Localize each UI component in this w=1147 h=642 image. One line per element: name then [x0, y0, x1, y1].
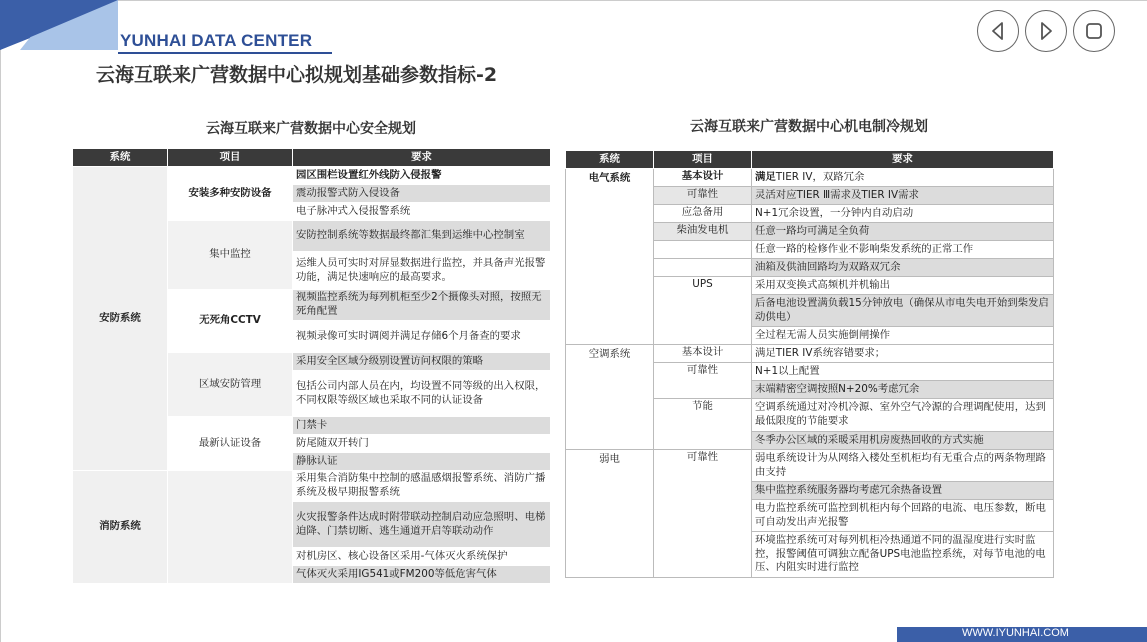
requirement-cell: 电子脉冲式入侵报警系统: [293, 203, 551, 221]
header-item: 项目: [168, 149, 293, 167]
system-cell: 电气系统: [566, 169, 654, 345]
item-cell: 基本设计: [654, 169, 752, 187]
requirement-cell: 弱电系统设计为从网络入楼处至机柜均有无重合点的两条物理路由支持: [752, 450, 1054, 482]
stop-icon: [1085, 22, 1103, 40]
requirement-cell: 任意一路的检修作业不影响柴发系统的正常工作: [752, 241, 1054, 259]
chevron-left-icon: [990, 21, 1006, 41]
system-cell: 空调系统: [566, 345, 654, 450]
requirement-cell: 满足TIER IV系统容错要求；: [752, 345, 1054, 363]
system-cell: 弱电: [566, 450, 654, 578]
item-cell: 基本设计: [654, 345, 752, 363]
brand-name: YUNHAI DATA CENTER: [120, 31, 313, 50]
item-cell: 集中监控: [168, 221, 293, 290]
header-item: 项目: [654, 151, 752, 169]
brand-underline: [118, 52, 332, 54]
requirement-cell: 采用集合消防集中控制的感温感烟报警系统、消防广播系统及极早期报警系统: [293, 471, 551, 502]
requirement-cell: N+1以上配置: [752, 363, 1054, 381]
requirement-cell: 对机房区、核心设备区采用-气体灭火系统保护: [293, 548, 551, 566]
requirement-cell: 灵活对应TIER Ⅲ需求及TIER IV需求: [752, 187, 1054, 205]
requirement-cell: 集中监控系统服务器均考虑冗余热备设置: [752, 482, 1054, 500]
security-table: [72, 148, 551, 584]
requirement-cell: 冬季办公区域的采暖采用机房废热回收的方式实施: [752, 432, 1054, 450]
requirement-cell: 视频监控系统为每列机柜至少2个摄像头对照，按照无死角配置: [293, 290, 551, 321]
requirement-cell: 运维人员可实时对屏显数据进行监控，并具备声光报警功能，满足快速响应的最高要求。: [293, 252, 551, 290]
requirement-cell: 静脉认证: [293, 453, 551, 471]
corner-logo-shape: [0, 0, 118, 50]
requirement-cell: 安防控制系统等数据最终都汇集到运维中心控制室: [293, 221, 551, 252]
item-cell: 可靠性: [654, 363, 752, 399]
requirement-cell: 油箱及供油回路均为双路双冗余: [752, 259, 1054, 277]
requirement-cell: N+1冗余设置，一分钟内自动启动: [752, 205, 1054, 223]
requirement-cell: 后备电池设置满负载15分钟放电（确保从市电失电开始到柴发启动供电）: [752, 295, 1054, 327]
prev-button[interactable]: [977, 10, 1019, 52]
table-header: [566, 151, 1054, 169]
table-header: [73, 149, 551, 167]
item-cell: 最新认证设备: [168, 417, 293, 471]
item-cell: 区域安防管理: [168, 353, 293, 417]
table-row: [566, 169, 1054, 187]
requirement-emphasis: 满足: [755, 170, 776, 183]
requirement-cell: 视频录像可实时调阅并满足存储6个月备查的要求: [293, 321, 551, 353]
item-cell: 柴油发电机: [654, 223, 752, 241]
item-cell: 节能: [654, 399, 752, 450]
table-row: [73, 471, 551, 502]
right-table-title: 云海互联来广营数据中心机电制冷规划: [690, 119, 928, 135]
left-table-title: 云海互联来广营数据中心安全规划: [206, 121, 416, 137]
requirement-cell: 任意一路均可满足全负荷: [752, 223, 1054, 241]
requirement-cell: 包括公司内部人员在内，均设置不同等级的出入权限，不同权限等级区域也采取不同的认证设备: [293, 371, 551, 417]
table-row: [73, 167, 551, 185]
item-cell: 可靠性: [654, 450, 752, 578]
requirement-cell: 园区围栏设置红外线防入侵报警: [293, 167, 551, 185]
requirement-cell: 空调系统通过对冷机冷源、室外空气冷源的合理调配使用，达到最低限度的节能要求: [752, 399, 1054, 432]
mep-table: [565, 150, 1054, 578]
stop-button[interactable]: [1073, 10, 1115, 52]
requirement-cell: 气体灭火采用IG541或FM200等低危害气体: [293, 566, 551, 584]
item-cell: 可靠性: [654, 187, 752, 205]
next-button[interactable]: [1025, 10, 1067, 52]
table-row: [566, 345, 1054, 363]
table-row: [566, 450, 1054, 482]
footer-url[interactable]: WWW.IYUNHAI.COM: [962, 627, 1069, 639]
requirement-cell: 采用安全区域分级别设置访问权限的策略: [293, 353, 551, 371]
requirement-cell: 环境监控系统可对每列机柜冷热通道不同的温湿度进行实时监控，报警阈值可调独立配备UPS电池监控系统，对每节电池的电压、内阻实时进行监控: [752, 532, 1054, 578]
item-cell: 无死角CCTV: [168, 290, 293, 353]
chevron-right-icon: [1038, 21, 1054, 41]
header-requirement: 要求: [752, 151, 1054, 169]
item-cell: UPS: [654, 277, 752, 345]
system-cell: 消防系统: [73, 471, 168, 584]
system-cell: 安防系统: [73, 167, 168, 471]
requirement-cell: 门禁卡: [293, 417, 551, 435]
requirement-rest: TIER IV，双路冗余: [775, 170, 865, 183]
item-cell: 安装多种安防设备: [168, 167, 293, 221]
page-title: 云海互联来广营数据中心拟规划基础参数指标-2: [96, 64, 498, 86]
requirement-cell: 采用双变换式高频机并机输出: [752, 277, 1054, 295]
requirement-cell: [752, 169, 1054, 187]
requirement-cell: 防尾随双开转门: [293, 435, 551, 453]
header-system: 系统: [566, 151, 654, 169]
requirement-cell: 全过程无需人员实施倒闸操作: [752, 327, 1054, 345]
item-cell: [654, 241, 752, 259]
header-system: 系统: [73, 149, 168, 167]
requirement-cell: 火灾报警条件达成时附带联动控制启动应急照明、电梯迫降、门禁切断、逃生通道开启等联动动作: [293, 502, 551, 548]
item-cell: 应急备用: [654, 205, 752, 223]
item-cell: [654, 259, 752, 277]
header-requirement: 要求: [293, 149, 551, 167]
requirement-cell: 震动报警式防入侵设备: [293, 185, 551, 203]
requirement-cell: 电力监控系统可监控到机柜内每个回路的电流、电压参数，断电可自动发出声光报警: [752, 500, 1054, 532]
requirement-cell: 末端精密空调按照N+20%考虑冗余: [752, 381, 1054, 399]
item-cell: [168, 471, 293, 584]
